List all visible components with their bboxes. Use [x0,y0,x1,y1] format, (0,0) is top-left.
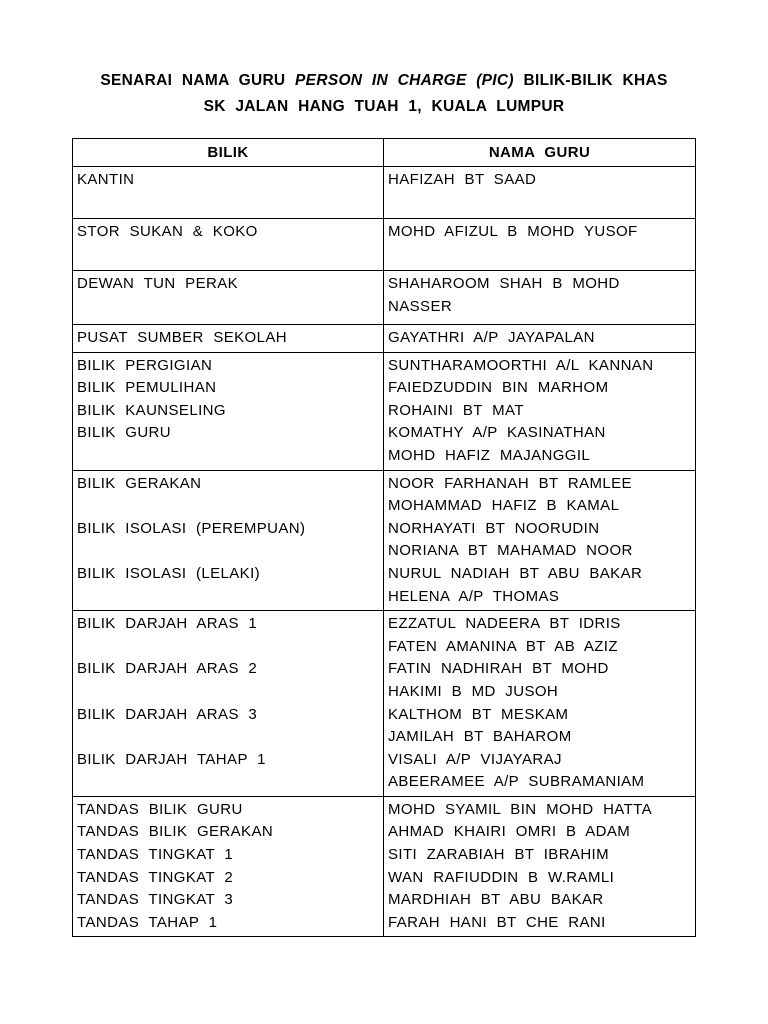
teacher-name: HAFIZAH BT SAAD [388,171,537,188]
room-name: BILIK GERAKAN [77,474,202,492]
room-name [77,726,379,749]
teacher-name: FATEN AMANINA BT AB AZIZ [388,637,618,655]
title-italic: PERSON IN CHARGE (PIC) [295,72,514,89]
cell-bilik [73,470,384,611]
cell-bilik [73,796,384,937]
table-row [73,325,696,353]
room-name: BILIK KAUNSELING [77,401,226,419]
teacher-name: MOHAMMAD HAFIZ B KAMAL [388,497,620,515]
table-header-row [73,139,696,167]
room-name [77,771,379,794]
room-name: BILIK GURU [77,424,172,442]
teacher-name: HAKIMI B MD JUSOH [388,682,559,700]
header-nama-guru: NAMA GURU [384,139,696,167]
room-name: PUSAT SUMBER SEKOLAH [77,329,287,346]
teacher-name: SUNTHARAMOORTHI A/L KANNAN [388,356,654,374]
teacher-name: FARAH HANI BT CHE RANI [388,913,606,931]
pic-table [72,138,696,937]
room-name [77,636,379,659]
teacher-name: MOHD AFIZUL B MOHD YUSOF [388,223,638,240]
title-suffix: BILIK-BILIK KHAS [523,72,668,89]
cell-nama-guru [384,325,696,353]
room-name [77,445,379,468]
table-row [73,352,696,470]
teacher-name: MARDHIAH BT ABU BAKAR [388,891,604,909]
teacher-name: GAYATHRI A/P JAYAPALAN [388,329,595,346]
header-bilik: BILIK [73,139,384,167]
table-row [73,470,696,611]
teacher-name: FAIEDZUDDIN BIN MARHOM [388,379,609,397]
room-name: BILIK DARJAH ARAS 2 [77,660,258,678]
room-name: BILIK ISOLASI (PEREMPUAN) [77,519,306,537]
teacher-name: MOHD HAFIZ MAJANGGIL [388,446,591,464]
cell-bilik [73,167,384,219]
room-name: TANDAS BILIK GERAKAN [77,823,274,841]
room-name [77,586,379,609]
room-name: BILIK DARJAH ARAS 1 [77,615,258,633]
teacher-name: AHMAD KHAIRI OMRI B ADAM [388,823,631,841]
title-prefix: SENARAI NAMA GURU [100,72,286,89]
teacher-name: SHAHAROOM SHAH B MOHD [388,275,620,292]
room-name: BILIK DARJAH TAHAP 1 [77,750,266,768]
teacher-name: HELENA A/P THOMAS [388,587,560,605]
teacher-name: NURUL NADIAH BT ABU BAKAR [388,564,643,582]
table-row [73,271,696,325]
table-row [73,796,696,937]
document-title [0,68,768,120]
room-name: BILIK ISOLASI (LELAKI) [77,564,261,582]
teacher-name: KALTHOM BT MESKAM [388,705,569,723]
teacher-name: SITI ZARABIAH BT IBRAHIM [388,846,610,864]
title-line-1 [0,68,768,94]
cell-nama-guru [384,796,696,937]
title-line-2: SK JALAN HANG TUAH 1, KUALA LUMPUR [203,98,565,115]
room-name: BILIK DARJAH ARAS 3 [77,705,258,723]
room-name: BILIK PEMULIHAN [77,379,217,397]
teacher-name: VISALI A/P VIJAYARAJ [388,750,562,768]
table-row [73,219,696,271]
teacher-name: NORIANA BT MAHAMAD NOOR [388,542,633,560]
room-name: STOR SUKAN & KOKO [77,223,258,240]
teacher-name: ABEERAMEE A/P SUBRAMANIAM [388,773,645,791]
cell-nama-guru [384,470,696,611]
table-row [73,167,696,219]
teacher-name: JAMILAH BT BAHAROM [388,728,572,746]
cell-bilik [73,325,384,353]
cell-bilik [73,352,384,470]
cell-bilik [73,219,384,271]
teacher-name: EZZATUL NADEERA BT IDRIS [388,615,621,633]
room-name [77,540,379,563]
room-name: DEWAN TUN PERAK [77,275,239,292]
cell-bilik [73,271,384,325]
room-name: TANDAS TAHAP 1 [77,913,218,931]
room-name: TANDAS TINGKAT 1 [77,846,234,864]
teacher-name: NORHAYATI BT NOORUDIN [388,519,600,537]
teacher-name: MOHD SYAMIL BIN MOHD HATTA [388,800,653,818]
teacher-name: NOOR FARHANAH BT RAMLEE [388,474,632,492]
cell-nama-guru [384,219,696,271]
cell-nama-guru [384,271,696,325]
teacher-name: WAN RAFIUDDIN B W.RAMLI [388,868,615,886]
teacher-name: KOMATHY A/P KASINATHAN [388,424,606,442]
cell-nama-guru [384,352,696,470]
cell-nama-guru [384,611,696,797]
cell-bilik [73,611,384,797]
teacher-name: ROHAINI BT MAT [388,401,524,419]
table-body [73,167,696,937]
room-name [77,681,379,704]
room-name: TANDAS BILIK GURU [77,800,243,818]
room-name: TANDAS TINGKAT 2 [77,868,234,886]
room-name [77,495,379,518]
cell-nama-guru [384,167,696,219]
room-name: BILIK PERGIGIAN [77,356,213,374]
teacher-name: NASSER [388,297,453,315]
room-name: KANTIN [77,171,135,188]
teacher-name: FATIN NADHIRAH BT MOHD [388,660,609,678]
table-row [73,611,696,797]
room-name: TANDAS TINGKAT 3 [77,891,234,909]
